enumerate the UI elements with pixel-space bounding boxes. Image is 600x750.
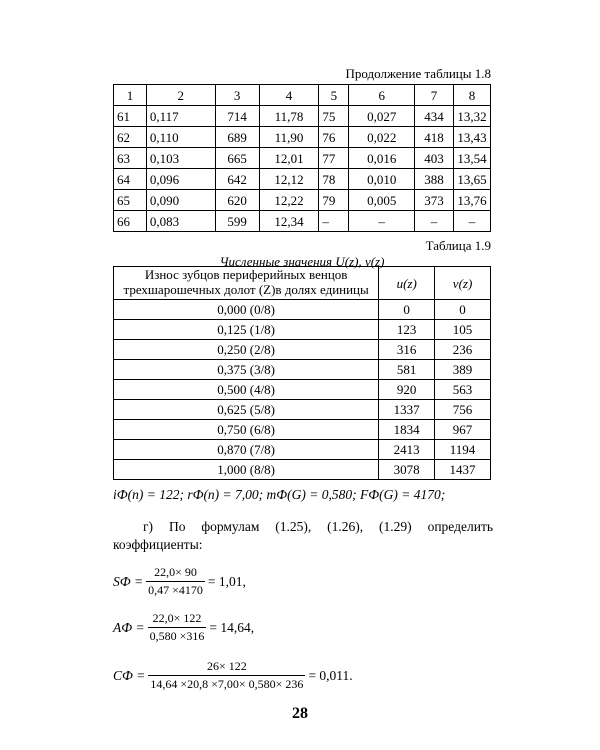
v-cell: 1437 <box>435 460 491 480</box>
table-cell: 418 <box>415 127 454 148</box>
formula-a <box>113 611 254 644</box>
v-cell: 967 <box>435 420 491 440</box>
column-header: 7 <box>415 85 454 106</box>
formula-a-fraction <box>148 611 207 644</box>
formula-a-numerator: 22,0× 122 <box>148 611 207 628</box>
u-cell: 316 <box>379 340 435 360</box>
header-wear-line-2: трехшарошечных долот (Z)в долях единицы <box>123 282 369 297</box>
header-u: u(z) <box>379 267 435 300</box>
table-cell: 714 <box>215 106 259 127</box>
table-cell: 0,027 <box>349 106 415 127</box>
table-cell: 434 <box>415 106 454 127</box>
table-row <box>114 420 491 440</box>
table-1-9-title: Численные значения U(z), ν(z) <box>219 254 385 269</box>
table-1-9-label: Таблица 1.9 <box>425 238 491 253</box>
v-cell: 105 <box>435 320 491 340</box>
column-header: 8 <box>454 85 491 106</box>
table-1-8-caption: Продолжение таблицы 1.8 <box>345 66 491 81</box>
table-cell: 0,010 <box>349 169 415 190</box>
column-header: 1 <box>114 85 147 106</box>
table-cell: 12,22 <box>259 190 319 211</box>
page-number: 28 <box>292 705 308 722</box>
table-row <box>114 360 491 380</box>
u-cell: 581 <box>379 360 435 380</box>
u-cell: 123 <box>379 320 435 340</box>
formula-a-denominator: 0,580 ×316 <box>149 629 205 643</box>
table-cell: 13,65 <box>454 169 491 190</box>
formula-c-lhs: CФ = <box>113 667 146 683</box>
table-cell: 61 <box>114 106 147 127</box>
u-cell: 0 <box>379 300 435 320</box>
formula-s <box>113 565 246 598</box>
v-cell: 236 <box>435 340 491 360</box>
formula-a-lhs: AФ = <box>113 619 145 635</box>
table-cell: 11,90 <box>259 127 319 148</box>
wear-cell: 1,000 (8/8) <box>114 460 379 480</box>
formula-c-denominator: 14,64 ×20,8 ×7,00× 0,580× 236 <box>150 677 304 691</box>
wear-cell: 0,750 (6/8) <box>114 420 379 440</box>
table-cell: 78 <box>319 169 349 190</box>
formula-s-rhs: = 1,01, <box>207 573 246 589</box>
wear-cell: 0,125 (1/8) <box>114 320 379 340</box>
wear-cell: 0,250 (2/8) <box>114 340 379 360</box>
column-header: 4 <box>259 85 319 106</box>
table-cell: 0,096 <box>146 169 215 190</box>
table-cell: 63 <box>114 148 147 169</box>
table-cell: 12,12 <box>259 169 319 190</box>
paragraph-line-2: коэффициенты: <box>113 537 203 552</box>
u-cell: 1337 <box>379 400 435 420</box>
table-cell: 64 <box>114 169 147 190</box>
wear-cell: 0,000 (0/8) <box>114 300 379 320</box>
column-header: 2 <box>146 85 215 106</box>
table-cell: 76 <box>319 127 349 148</box>
table-row <box>114 340 491 360</box>
table-cell: 62 <box>114 127 147 148</box>
formula-c-fraction <box>148 659 305 692</box>
formula-c-numerator: 26× 122 <box>148 659 305 676</box>
wear-cell: 0,500 (4/8) <box>114 380 379 400</box>
wear-cell: 0,375 (3/8) <box>114 360 379 380</box>
table-row <box>114 148 491 169</box>
formula-s-numerator: 22,0× 90 <box>146 565 205 582</box>
table-row <box>114 127 491 148</box>
v-cell: 563 <box>435 380 491 400</box>
table-cell: 403 <box>415 148 454 169</box>
formula-s-lhs: SФ = <box>113 573 144 589</box>
column-header: 6 <box>349 85 415 106</box>
table-1-9-header-row <box>114 267 491 300</box>
v-cell: 1194 <box>435 440 491 460</box>
table-row <box>114 211 491 232</box>
table-cell: 13,32 <box>454 106 491 127</box>
header-wear <box>114 267 379 300</box>
table-1-9 <box>113 266 491 480</box>
table-cell: 0,117 <box>146 106 215 127</box>
table-cell: 0,103 <box>146 148 215 169</box>
table-row <box>114 440 491 460</box>
table-cell: 599 <box>215 211 259 232</box>
v-cell: 389 <box>435 360 491 380</box>
header-wear-line-1: Износ зубцов периферийных венцов <box>144 267 348 283</box>
v-cell: 0 <box>435 300 491 320</box>
table-cell: 75 <box>319 106 349 127</box>
table-cell: – <box>319 211 349 232</box>
formula-c-rhs: = 0,011. <box>308 667 353 683</box>
table-cell: 0,090 <box>146 190 215 211</box>
table-cell: 12,01 <box>259 148 319 169</box>
table-cell: 620 <box>215 190 259 211</box>
column-header: 5 <box>319 85 349 106</box>
table-row <box>114 380 491 400</box>
u-cell: 3078 <box>379 460 435 480</box>
table-cell: 689 <box>215 127 259 148</box>
table-row <box>114 400 491 420</box>
wear-cell: 0,870 (7/8) <box>114 440 379 460</box>
table-cell: 13,43 <box>454 127 491 148</box>
u-cell: 920 <box>379 380 435 400</box>
u-cell: 1834 <box>379 420 435 440</box>
formula-c <box>113 659 353 692</box>
table-cell: 11,78 <box>259 106 319 127</box>
table-cell: 65 <box>114 190 147 211</box>
table-cell: 388 <box>415 169 454 190</box>
table-row <box>114 190 491 211</box>
table-row <box>114 106 491 127</box>
formula-a-rhs: = 14,64, <box>209 619 255 635</box>
table-cell: – <box>415 211 454 232</box>
table-cell: 0,016 <box>349 148 415 169</box>
table-cell: – <box>349 211 415 232</box>
table-cell: 13,54 <box>454 148 491 169</box>
table-row <box>114 169 491 190</box>
formula-s-fraction <box>146 565 205 598</box>
table-cell: 12,34 <box>259 211 319 232</box>
paragraph-line-1: г) По формулам (1.25), (1.26), (1.29) определить <box>143 519 493 534</box>
table-cell: 79 <box>319 190 349 211</box>
formula-s-denominator: 0,47 ×4170 <box>148 583 203 597</box>
table-1-8 <box>113 84 491 232</box>
values-line: iФ(n) = 122; rФ(n) = 7,00; mФ(G) = 0,580; FФ(G) = 4170; <box>113 487 446 502</box>
table-row <box>114 320 491 340</box>
table-cell: 665 <box>215 148 259 169</box>
table-cell: 13,76 <box>454 190 491 211</box>
table-cell: 0,110 <box>146 127 215 148</box>
table-cell: 642 <box>215 169 259 190</box>
table-cell: 0,022 <box>349 127 415 148</box>
column-header: 3 <box>215 85 259 106</box>
v-cell: 756 <box>435 400 491 420</box>
table-cell: – <box>454 211 491 232</box>
u-cell: 2413 <box>379 440 435 460</box>
table-1-8-header-row <box>114 85 491 106</box>
table-cell: 0,005 <box>349 190 415 211</box>
table-cell: 66 <box>114 211 147 232</box>
header-v: ν(z) <box>435 267 491 300</box>
table-cell: 0,083 <box>146 211 215 232</box>
table-cell: 77 <box>319 148 349 169</box>
wear-cell: 0,625 (5/8) <box>114 400 379 420</box>
table-cell: 373 <box>415 190 454 211</box>
table-row <box>114 300 491 320</box>
table-row <box>114 460 491 480</box>
